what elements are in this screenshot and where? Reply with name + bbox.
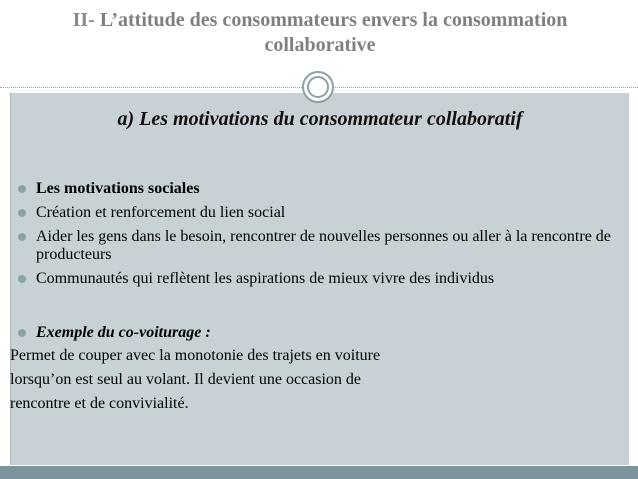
bullet-text: Communautés qui reflètent les aspirations de mieux vivre des individus: [36, 270, 495, 287]
bullet-item: [14, 180, 620, 198]
example-block: [10, 322, 620, 416]
example-line: rencontre et de convivialité.: [10, 395, 189, 412]
example-heading-text: Exemple du co-voiturage :: [36, 324, 211, 341]
slide-title: [40, 8, 600, 58]
bullet-item: [14, 228, 620, 264]
round-bullet-icon: [18, 233, 26, 241]
bullet-text: Création et renforcement du lien social: [36, 204, 286, 221]
round-bullet-icon: [18, 275, 26, 283]
example-heading: [14, 322, 620, 344]
footer-band: [0, 466, 638, 479]
title-number: II-: [72, 9, 95, 31]
inner-ring: [307, 76, 329, 98]
bullet-text: Aider les gens dans le besoin, rencontrer de nouvelles personnes ou aller à la rencontre de producteurs: [36, 228, 611, 263]
bullet-list: [14, 180, 620, 294]
example-line: lorsqu’on est seul au volant. Il devient une occasion de: [10, 371, 362, 388]
round-bullet-icon: [18, 185, 26, 193]
title-text: L’attitude des consommateurs envers la consommation collaborative: [99, 9, 568, 56]
bullet-item: [14, 204, 620, 222]
example-line: Permet de couper avec la monotonie des trajets en voiture: [10, 347, 381, 364]
round-bullet-icon: [18, 329, 26, 337]
section-subtitle: a) Les motivations du consommateur collaboratif: [117, 108, 523, 130]
bullet-item: [14, 270, 620, 288]
round-bullet-icon: [18, 209, 26, 217]
circle-ring-icon: [302, 71, 334, 103]
bullet-text: Les motivations sociales: [36, 180, 200, 197]
